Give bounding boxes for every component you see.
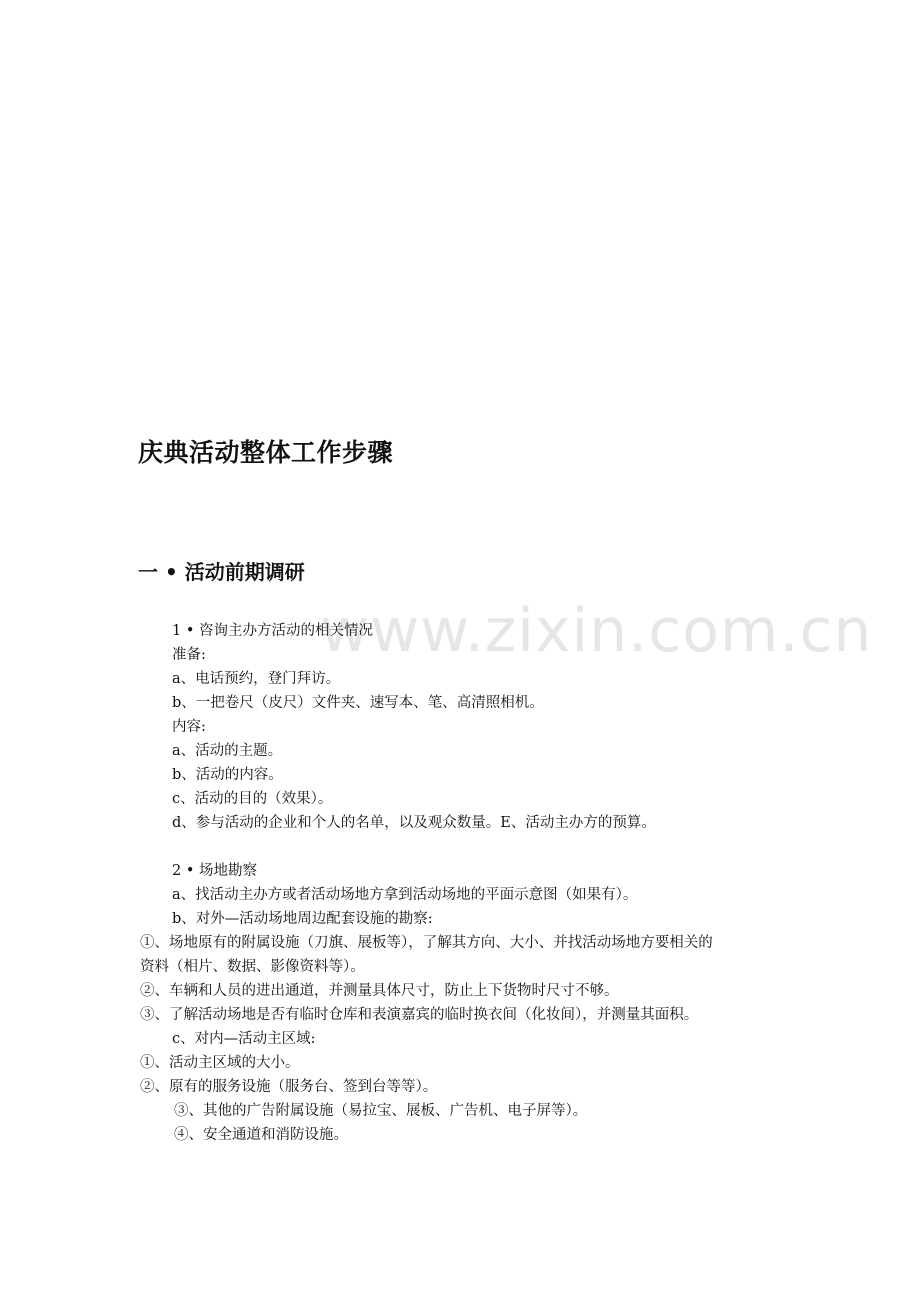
watermark: www.zixin.com.cn [320, 596, 873, 666]
section-heading: 一 • 活动前期调研 [138, 560, 305, 584]
subsection-heading-site-survey: 2 • 场地勘察 [172, 863, 257, 879]
paragraph-line: a、活动的主题。 [172, 743, 283, 759]
paragraph-line: ④、安全通道和消防设施。 [174, 1127, 348, 1143]
paragraph-line: c、对内—活动主区域: [172, 1031, 316, 1047]
paragraph-line: 准备: [172, 647, 206, 663]
paragraph-line: a、电话预约，登门拜访。 [172, 671, 341, 687]
paragraph-line: c、活动的目的（效果）。 [172, 791, 333, 807]
paragraph-line: b、活动的内容。 [172, 767, 283, 783]
paragraph-line: ②、车辆和人员的进出通道，并测量具体尺寸，防止上下货物时尺寸不够。 [140, 983, 619, 999]
paragraph-line: a、找活动主办方或者活动场地方拿到活动场地的平面示意图（如果有）。 [172, 887, 638, 903]
paragraph-line: ②、原有的服务设施（服务台、签到台等等）。 [140, 1079, 438, 1095]
paragraph-line: ③、了解活动场地是否有临时仓库和表演嘉宾的临时换衣间（化妆间），并测量其面积。 [140, 1007, 699, 1023]
page-title: 庆典活动整体工作步骤 [138, 438, 394, 467]
paragraph-line: ③、其他的广告附属设施（易拉宝、展板、广告机、电子屏等）。 [174, 1103, 588, 1119]
paragraph-line: ①、活动主区域的大小。 [140, 1055, 300, 1071]
paragraph-line: b、对外—活动场地周边配套设施的勘察: [172, 911, 433, 927]
subsection-heading-consult: 1 • 咨询主办方活动的相关情况 [172, 623, 373, 639]
paragraph-line: ①、场地原有的附属设施（刀旗、展板等），了解其方向、大小、并找活动场地方要相关的 [140, 935, 713, 951]
paragraph-line: d、参与活动的企业和个人的名单，以及观众数量。E、活动主办方的预算。 [172, 815, 656, 831]
paragraph-line: 内容: [172, 719, 206, 735]
paragraph-line: 资料（相片、数据、影像资料等）。 [140, 959, 365, 975]
paragraph-line: b、一把卷尺（皮尺）文件夹、速写本、笔、高清照相机。 [172, 695, 544, 711]
